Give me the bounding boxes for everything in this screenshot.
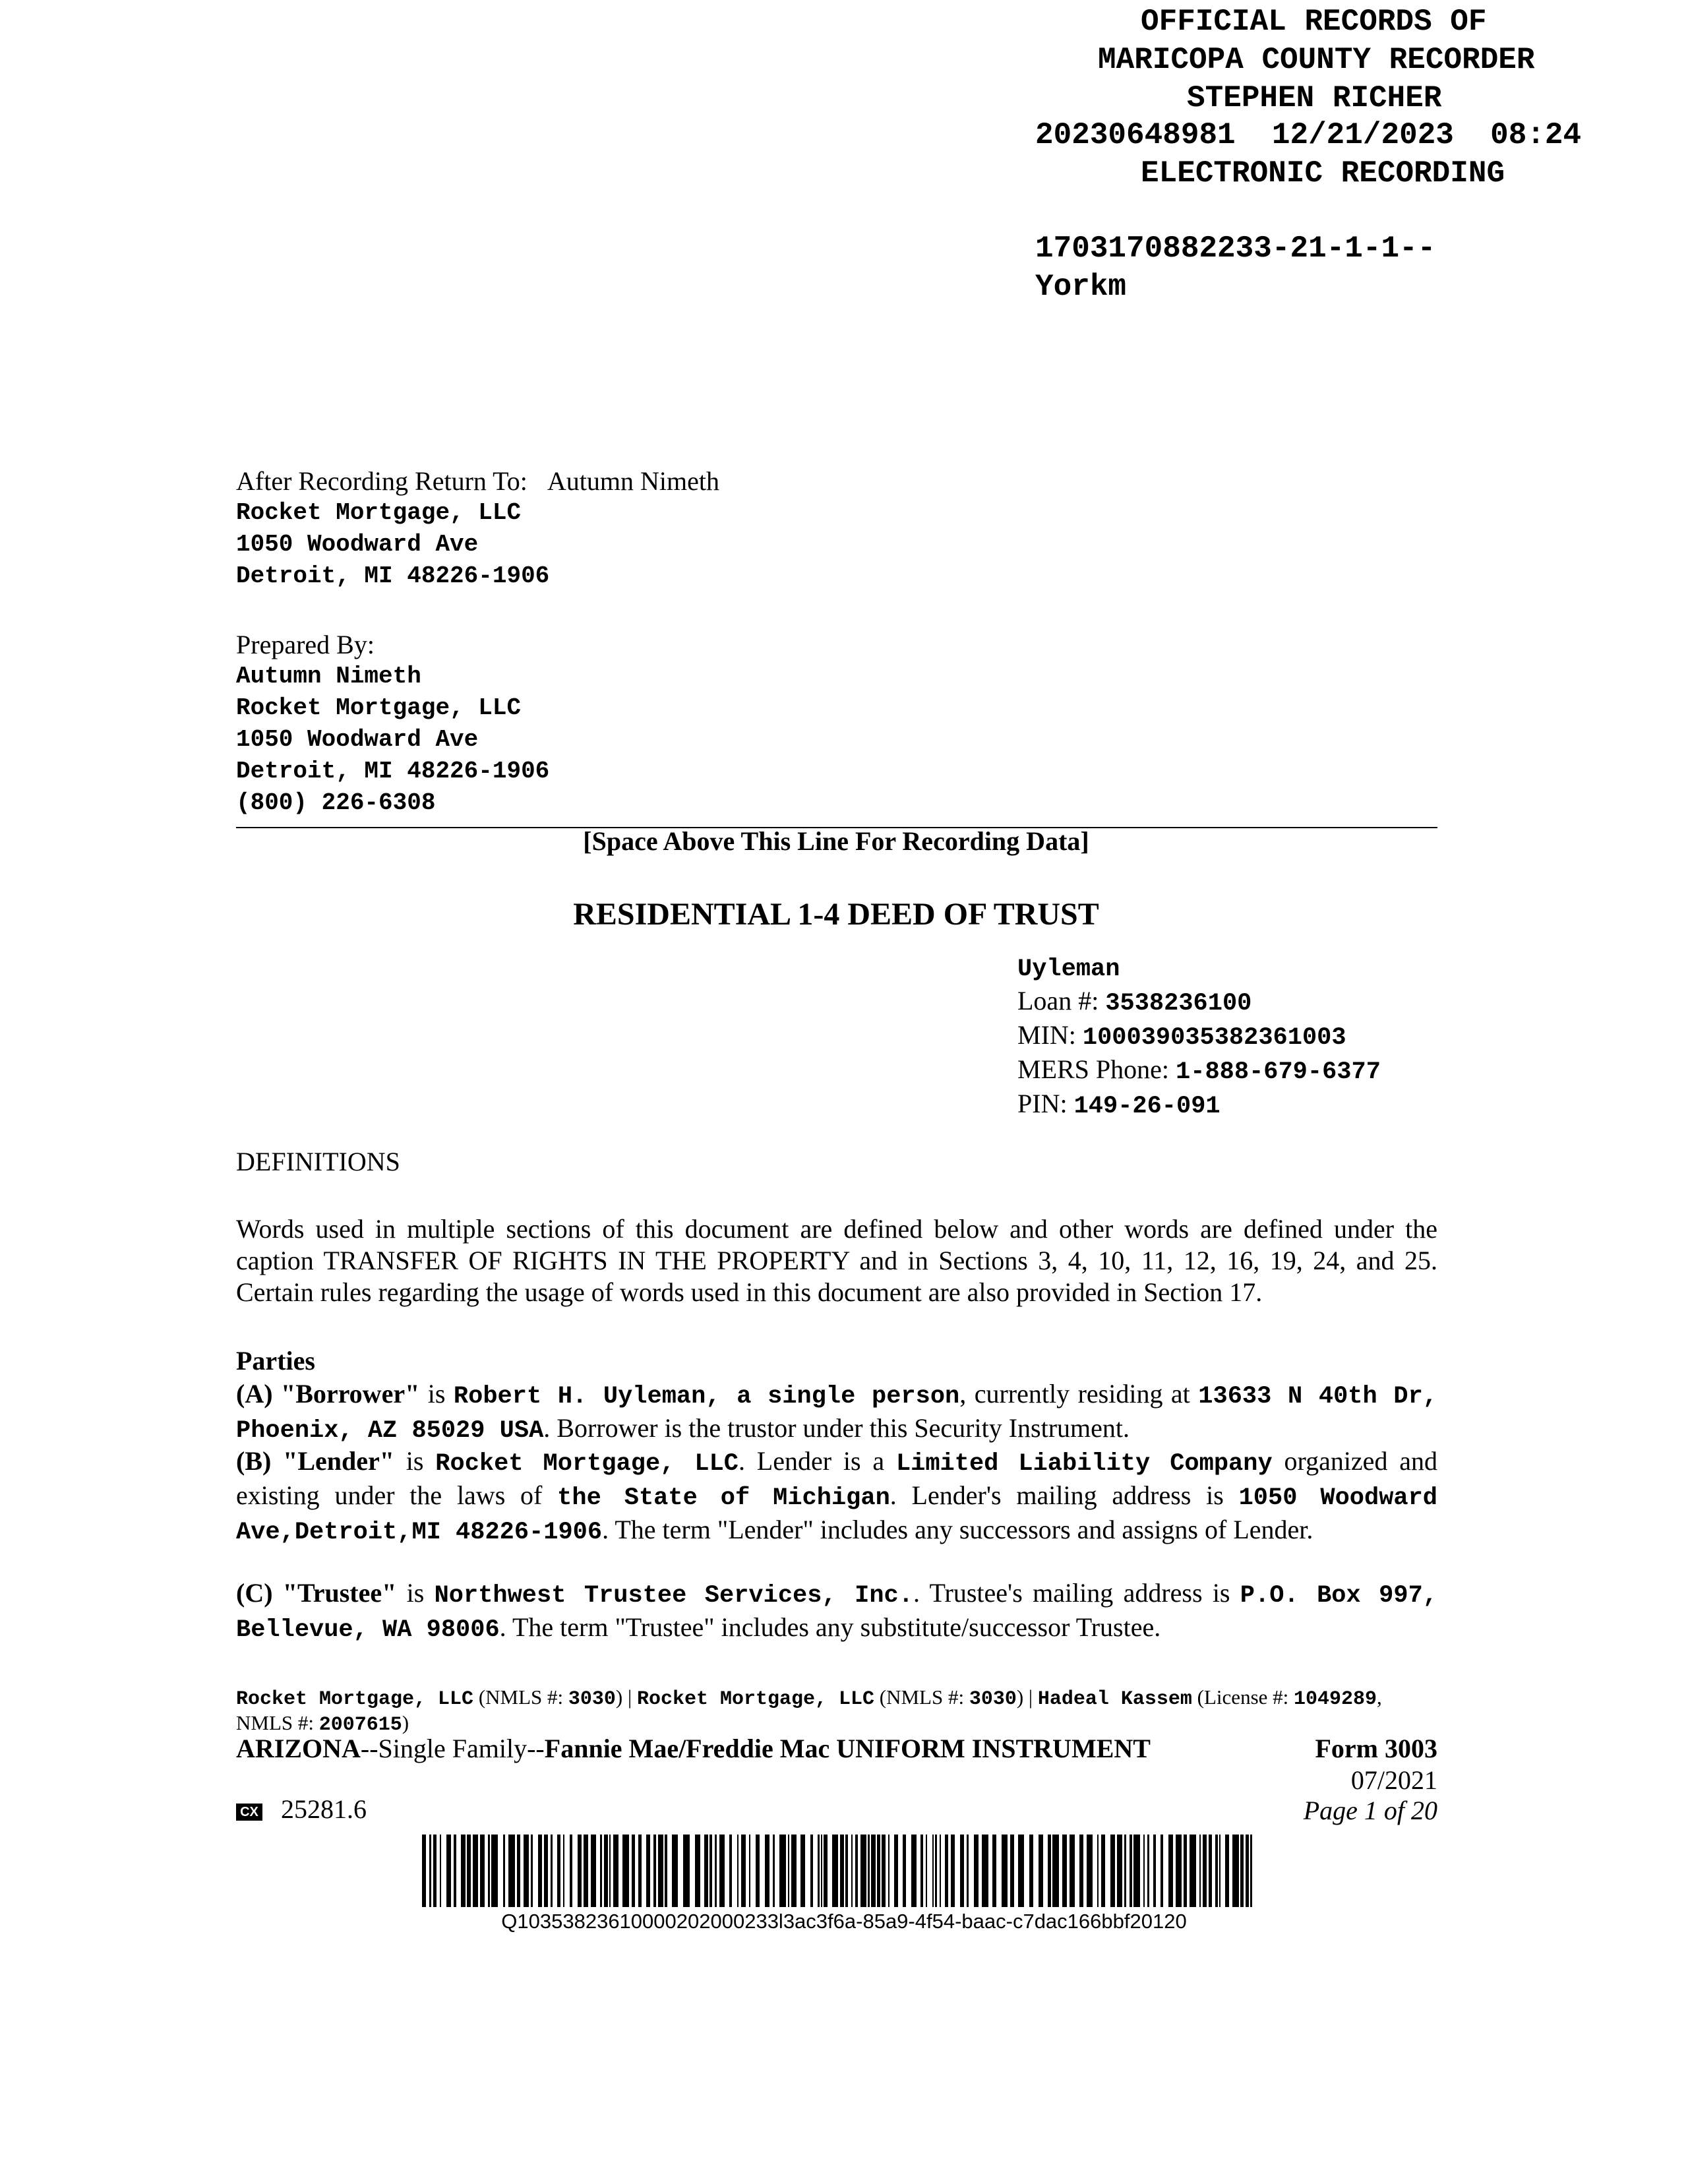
barcode-bar: [642, 1835, 646, 1907]
document-code: 1703170882233-21-1-1--: [1035, 231, 1436, 266]
return-to-label: After Recording Return To:: [236, 466, 528, 496]
text-fragment: ) |: [615, 1685, 637, 1709]
barcode-bar: [969, 1835, 974, 1907]
borrower-surname: Uyleman: [1017, 956, 1120, 983]
form-state: ARIZONA: [236, 1734, 361, 1763]
barcode-bar: [1190, 1835, 1196, 1907]
barcode-bar: [889, 1835, 894, 1907]
barcode-bar: [871, 1835, 876, 1907]
company-name: Rocket Mortgage, LLC: [636, 1688, 874, 1711]
form-number: Form 3003: [1315, 1734, 1437, 1763]
text-fragment: (License #:: [1191, 1685, 1294, 1709]
return-to-block: [236, 466, 719, 592]
trustee-address: P.O. Box 997, Bellevue, WA 98006: [236, 1582, 1437, 1644]
barcode-bar: [741, 1835, 746, 1907]
barcode-bar: [1070, 1835, 1075, 1907]
prepared-by-city: Detroit, MI 48226-1906: [236, 758, 550, 785]
barcode-bar: [1221, 1835, 1225, 1907]
barcode-bar: [491, 1835, 498, 1907]
barcode-bar: [533, 1835, 538, 1907]
barcode-bar: [906, 1835, 911, 1907]
barcode-bar: [672, 1835, 678, 1907]
text-fragment: --Single Family--: [360, 1734, 545, 1763]
barcode-bar: [1018, 1835, 1024, 1907]
loan-originator-name: Hadeal Kassem: [1037, 1688, 1192, 1711]
barcode-bar: [461, 1835, 466, 1907]
barcode-bar: [800, 1835, 805, 1907]
lender-name: Rocket Mortgage, LLC: [435, 1450, 738, 1478]
barcode-bar: [584, 1835, 588, 1907]
party-borrower: [236, 1378, 1437, 1447]
lender-state: the State of Michigan: [557, 1484, 890, 1512]
barcode-bar: [982, 1835, 988, 1907]
document-title: RESIDENTIAL 1-4 DEED OF TRUST: [573, 897, 1099, 932]
text-fragment: is: [419, 1379, 454, 1409]
form-date: 07/2021: [1350, 1765, 1437, 1795]
return-to-company: Rocket Mortgage, LLC: [236, 499, 522, 526]
barcode-bar: [1075, 1835, 1079, 1907]
party-lender: [236, 1445, 1437, 1548]
barcode-bar: [480, 1835, 485, 1907]
form-instrument: Fannie Mae/Freddie Mac UNIFORM INSTRUMENT: [544, 1734, 1151, 1763]
pin-number: 149-26-091: [1073, 1093, 1221, 1120]
barcode-bar: [732, 1835, 737, 1907]
mers-phone: 1-888-679-6377: [1176, 1058, 1381, 1086]
text-fragment: . Lender is a: [738, 1446, 896, 1476]
text-fragment: . Trustee's mailing address is: [913, 1578, 1240, 1608]
barcode-bar: [1052, 1835, 1059, 1907]
prepared-by-phone: (800) 226-6308: [236, 789, 436, 816]
parties-heading: Parties: [236, 1346, 315, 1376]
barcode-bar: [750, 1835, 756, 1907]
barcode-bar: [1024, 1835, 1029, 1907]
barcode-bar: [775, 1835, 779, 1907]
barcode-bar: [813, 1835, 818, 1907]
barcode-bar: [1168, 1835, 1173, 1907]
barcode-bar: [828, 1835, 832, 1907]
barcode-bar: [719, 1835, 725, 1907]
recording-stamp-line: OFFICIAL RECORDS OF: [1141, 5, 1487, 39]
barcode-bar: [564, 1835, 570, 1907]
barcode-bar: [1087, 1835, 1093, 1907]
pin-label: PIN:: [1017, 1089, 1074, 1118]
text-fragment: , currently residing at: [959, 1379, 1199, 1409]
text-fragment: is: [394, 1446, 436, 1476]
lender-term: (B) "Lender": [236, 1446, 394, 1476]
loan-number: 3538236100: [1105, 990, 1252, 1017]
definitions-heading: DEFINITIONS: [236, 1147, 400, 1176]
barcode-bar: [1033, 1835, 1039, 1907]
barcode-bar: [473, 1835, 478, 1907]
text-fragment: organized and existing under the laws of: [236, 1446, 1438, 1510]
barcode-bar: [911, 1835, 917, 1907]
text-fragment: . The term "Trustee" includes any substitute/successor Trustee.: [499, 1612, 1161, 1642]
barcode-bar: [791, 1835, 797, 1907]
trustee-name: Northwest Trustee Services, Inc.: [434, 1582, 913, 1610]
nmls-number: 3030: [969, 1688, 1017, 1711]
barcode-bar: [1039, 1835, 1043, 1907]
text-fragment: (NMLS #:: [473, 1685, 568, 1709]
barcode-bar: [1105, 1835, 1110, 1907]
text-fragment: (NMLS #:: [874, 1685, 969, 1709]
prepared-by-street: 1050 Woodward Ave: [236, 726, 479, 753]
page-number: Page 1 of 20: [1303, 1796, 1437, 1825]
barcode-bar: [667, 1835, 672, 1907]
version-number: 25281.6: [281, 1794, 367, 1824]
barcode-bar: [553, 1835, 557, 1907]
nmls-number: 3030: [568, 1688, 616, 1711]
barcode-bar: [725, 1835, 729, 1907]
recording-number-date: 20230648981 12/21/2023 08:24: [1035, 118, 1582, 152]
barcode-bar: [1043, 1835, 1048, 1907]
loan-number-label: Loan #:: [1017, 986, 1106, 1016]
min-number: 100039035382361003: [1082, 1024, 1346, 1052]
company-name: Rocket Mortgage, LLC: [236, 1688, 474, 1711]
text-fragment: . Lender's mailing address is: [889, 1480, 1239, 1510]
text-fragment: ): [402, 1711, 409, 1734]
barcode-bar: [1252, 1835, 1253, 1907]
barcode-bar: [1110, 1835, 1115, 1907]
lender-address: 1050 Woodward Ave,Detroit,MI 48226-1906: [236, 1484, 1438, 1546]
party-trustee: [236, 1577, 1437, 1646]
barcode-bar: [779, 1835, 786, 1907]
barcode-bar: [658, 1835, 663, 1907]
barcode-bar: [456, 1835, 461, 1907]
prepared-by-label: Prepared By:: [236, 630, 375, 659]
text-fragment: ) |: [1016, 1685, 1038, 1709]
barcode-bar: [832, 1835, 838, 1907]
loan-info-block: [1017, 954, 1381, 1122]
trustee-term: (C) "Trustee": [236, 1578, 397, 1608]
cx-logo-icon: CX: [236, 1804, 262, 1821]
text-fragment: . Borrower is the trustor under this Security Instrument.: [543, 1413, 1130, 1443]
barcode-bar: [622, 1835, 629, 1907]
barcode-bar: [1232, 1835, 1239, 1907]
barcode-bar: [678, 1835, 683, 1907]
text-fragment: , NMLS #:: [236, 1685, 1382, 1734]
return-to-street: 1050 Woodward Ave: [236, 531, 479, 558]
prepared-by-company: Rocket Mortgage, LLC: [236, 694, 522, 721]
space-above-line-notice: [Space Above This Line For Recording Data]: [583, 826, 1089, 856]
definitions-intro: Words used in multiple sections of this document are defined below and other words are defined under the caption TRANSFER OF RIGHTS IN THE PROPERTY and in Sections 3, 4, 10, 11, 12, 16, 19, 24, and 25. Certain rules regarding the usage of words used in this document are also provided in Section 17.: [236, 1214, 1437, 1307]
barcode-bar: [1156, 1835, 1160, 1907]
borrower-term: (A) "Borrower": [236, 1379, 420, 1409]
barcode-bar: [805, 1835, 810, 1907]
return-to-name: Autumn Nimeth: [547, 466, 720, 496]
recording-stamp-line: ELECTRONIC RECORDING: [1141, 156, 1505, 191]
borrower-address: 13633 N 40th Dr, Phoenix, AZ 85029 USA: [236, 1383, 1437, 1445]
barcode-bar: [591, 1835, 596, 1907]
return-to-city: Detroit, MI 48226-1906: [236, 562, 550, 590]
nmls-number: 2007615: [318, 1714, 402, 1736]
barcode-bar: [1117, 1835, 1122, 1907]
barcode-bar: [524, 1835, 529, 1907]
recording-stamp-line: MARICOPA COUNTY RECORDER: [1098, 43, 1535, 77]
barcode-bar: [1176, 1835, 1182, 1907]
text-fragment: . The term "Lender" includes any successors and assigns of Lender.: [602, 1515, 1313, 1544]
barcode-bar: [498, 1835, 503, 1907]
barcode-bar: [765, 1835, 769, 1907]
barcode-bar: [1163, 1835, 1168, 1907]
lender-entity-type: Limited Liability Company: [895, 1450, 1273, 1478]
barcode-bar: [955, 1835, 960, 1907]
prepared-by-block: [236, 629, 549, 819]
mers-phone-label: MERS Phone:: [1017, 1054, 1176, 1084]
barcode: [422, 1835, 1253, 1907]
barcode-bar: [996, 1835, 1002, 1907]
barcode-bar: [974, 1835, 979, 1907]
barcode-bar: [927, 1835, 932, 1907]
barcode-bar: [441, 1835, 446, 1907]
barcode-bar: [446, 1835, 451, 1907]
barcode-bar: [860, 1835, 866, 1907]
license-number: 1049289: [1294, 1688, 1377, 1711]
form-description: [236, 1733, 1151, 1765]
recording-stamp-line: STEPHEN RICHER: [1187, 81, 1442, 115]
barcode-bar: [572, 1835, 578, 1907]
barcode-bar: [690, 1835, 695, 1907]
text-fragment: is: [396, 1578, 435, 1608]
barcode-bar: [1062, 1835, 1067, 1907]
barcode-bar: [1002, 1835, 1008, 1907]
min-label: MIN:: [1017, 1020, 1083, 1050]
barcode-bar: [683, 1835, 690, 1907]
barcode-bar: [1093, 1835, 1097, 1907]
version-line: [236, 1794, 367, 1825]
prepared-by-name: Autumn Nimeth: [236, 663, 421, 690]
barcode-bar: [508, 1835, 515, 1907]
barcode-text: Q10353823610000202000233l3ac3f6a-85a9-4f54-baac-c7dac166bbf20120: [501, 1910, 1187, 1933]
document-code-user: Yorkm: [1035, 270, 1127, 304]
barcode-bar: [760, 1835, 765, 1907]
barcode-bar: [695, 1835, 700, 1907]
barcode-bar: [1133, 1835, 1140, 1907]
barcode-bar: [898, 1835, 903, 1907]
barcode-bar: [613, 1835, 618, 1907]
borrower-name: Robert H. Uyleman, a single person: [453, 1383, 960, 1410]
footer-nmls: [236, 1685, 1437, 1737]
